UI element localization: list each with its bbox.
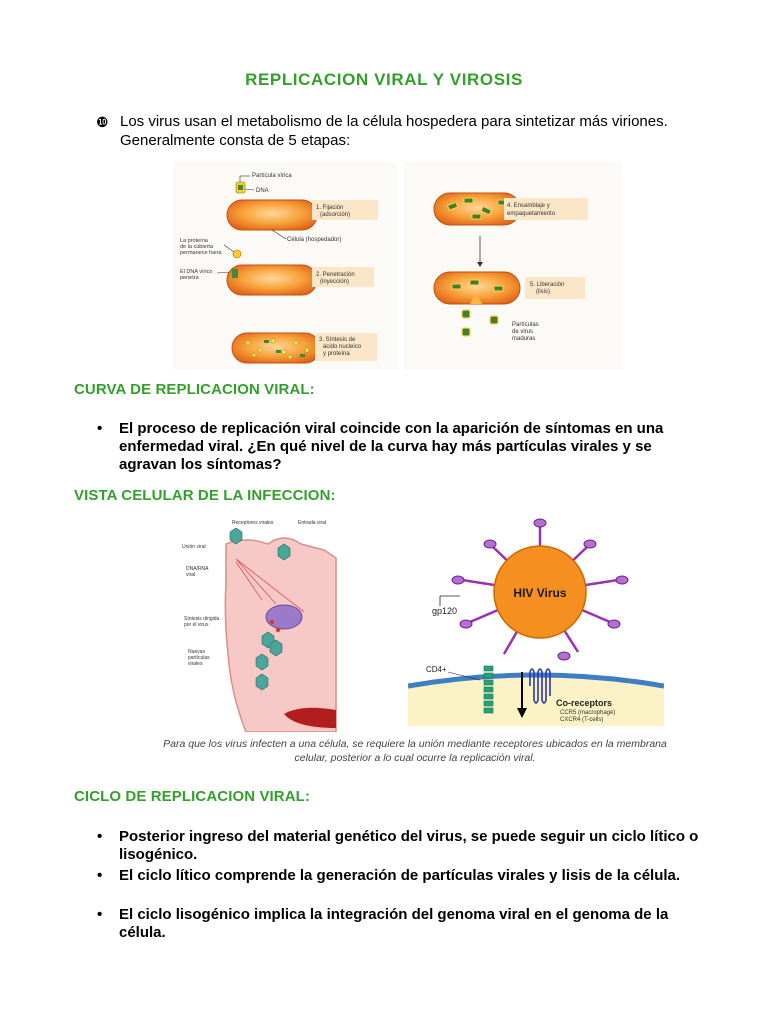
list-item: [97, 867, 707, 903]
label-madura2: de virus: [512, 329, 534, 335]
label-celula: Célula (hospedador): [287, 237, 342, 243]
intro-text: Los virus usan el metabolismo de la célula hospedera para sintetizar más viriones. Generalmente consta de 5 etapas:: [120, 113, 668, 149]
label-step2a: 2. Penetración: [316, 272, 355, 278]
label-proteina1: La proteína: [180, 238, 208, 244]
page-title: REPLICACION VIRAL Y VIROSIS: [245, 70, 523, 89]
empty-capsid-icon: [233, 250, 241, 258]
host-cell-step1: [227, 200, 317, 230]
label-step2b: (inyección): [320, 279, 350, 285]
label-virus: HIV Virus: [513, 586, 567, 600]
label-step3c: y proteína: [323, 351, 350, 357]
label-step1a: 1. Fijación: [316, 205, 344, 211]
label-nuevas1: Nuevas: [188, 649, 205, 655]
label-nuevas3: virales: [188, 661, 203, 667]
label-proteina3: permanece fuera: [180, 250, 222, 256]
label-step4a: 4. Ensamblaje y: [507, 203, 550, 209]
heading-vista: VISTA CELULAR DE LA INFECCION:: [74, 487, 336, 504]
label-entrada: Entrada viral: [298, 520, 327, 526]
label-coreceptors: Co-receptors: [556, 698, 613, 708]
label-dnavir1: El DNA vírico: [180, 269, 213, 275]
label-proteina2: de la cubierta: [180, 244, 214, 250]
bullet-text: El proceso de replicación viral coincide con la aparición de síntomas en una enfermedad viral. ¿En qué nivel de la curva hay más partículas virales y se agravan los síntomas?: [119, 420, 664, 473]
bullet-dot: •: [97, 906, 103, 923]
label-receptores: Receptores virales: [232, 520, 274, 526]
label-cxcr4: CXCR4 (T-cells): [560, 717, 604, 723]
heading-ciclo: CICLO DE REPLICACION VIRAL:: [74, 788, 311, 805]
label-step5a: 5. Liberación: [530, 282, 565, 288]
label-dnavir2: penetra: [180, 275, 199, 281]
bullet-text: Posterior ingreso del material genético del virus, se puede seguir un ciclo lítico o lisogénico.: [119, 828, 699, 863]
label-dnarna1: DNA/RNA: [186, 566, 209, 572]
bullet-dot: •: [97, 867, 103, 884]
label-step4b: empaquetamiento: [507, 211, 556, 217]
figure-hiv-binding: [408, 516, 664, 726]
label-madura1: Partículas: [512, 322, 539, 328]
label-step3a: 3. Síntesis de: [319, 337, 356, 343]
label-dna: DNA: [256, 188, 269, 194]
label-nuevas2: partículas: [188, 655, 210, 661]
list-item: [97, 906, 707, 942]
bullet-dot: •: [97, 420, 103, 437]
label-union: Unión viral: [182, 544, 206, 550]
cell-body: [225, 538, 336, 732]
bullet-dot: •: [97, 828, 103, 845]
bullet-text: El ciclo lítico comprende la generación de partículas virales y lisis de la célula.: [119, 867, 681, 884]
label-ccr5: CCR5 (macrophage): [560, 710, 616, 716]
list-item: [97, 420, 707, 476]
label-madura3: maduras: [512, 336, 536, 342]
label-sintesis2: por el virus: [184, 622, 209, 628]
heading-curva: CURVA DE REPLICACION VIRAL:: [74, 381, 315, 398]
label-step5b: (lisis): [536, 289, 550, 295]
label-particula: Partícula vírica: [252, 173, 292, 179]
list-item: [97, 828, 707, 864]
label-dnarna2: viral: [186, 572, 196, 578]
label-step3b: ácido nucleico: [323, 344, 362, 350]
cd4-receptor: [484, 666, 493, 713]
figure-cell-infection: [176, 514, 338, 732]
figure-replication-stages: [172, 160, 624, 372]
numbered-bullet: ❿: [96, 114, 109, 130]
host-cell-step2: [227, 265, 317, 295]
label-gp120: gp120: [432, 606, 458, 616]
bullet-text: El ciclo lisogénico implica la integración del genoma viral en el genoma de la célula.: [119, 906, 669, 941]
figure-caption: Para que los virus infecten a una célula, se requiere la unión mediante receptores ubicados en la membrana celular, posterior a lo cual ocurre la replicación viral.: [163, 738, 667, 764]
label-cd4: CD4+: [426, 665, 447, 674]
nucleus: [266, 605, 302, 629]
label-sintesis1: Síntesis dirigida: [184, 616, 220, 622]
label-step1b: (adsorción): [320, 212, 351, 218]
